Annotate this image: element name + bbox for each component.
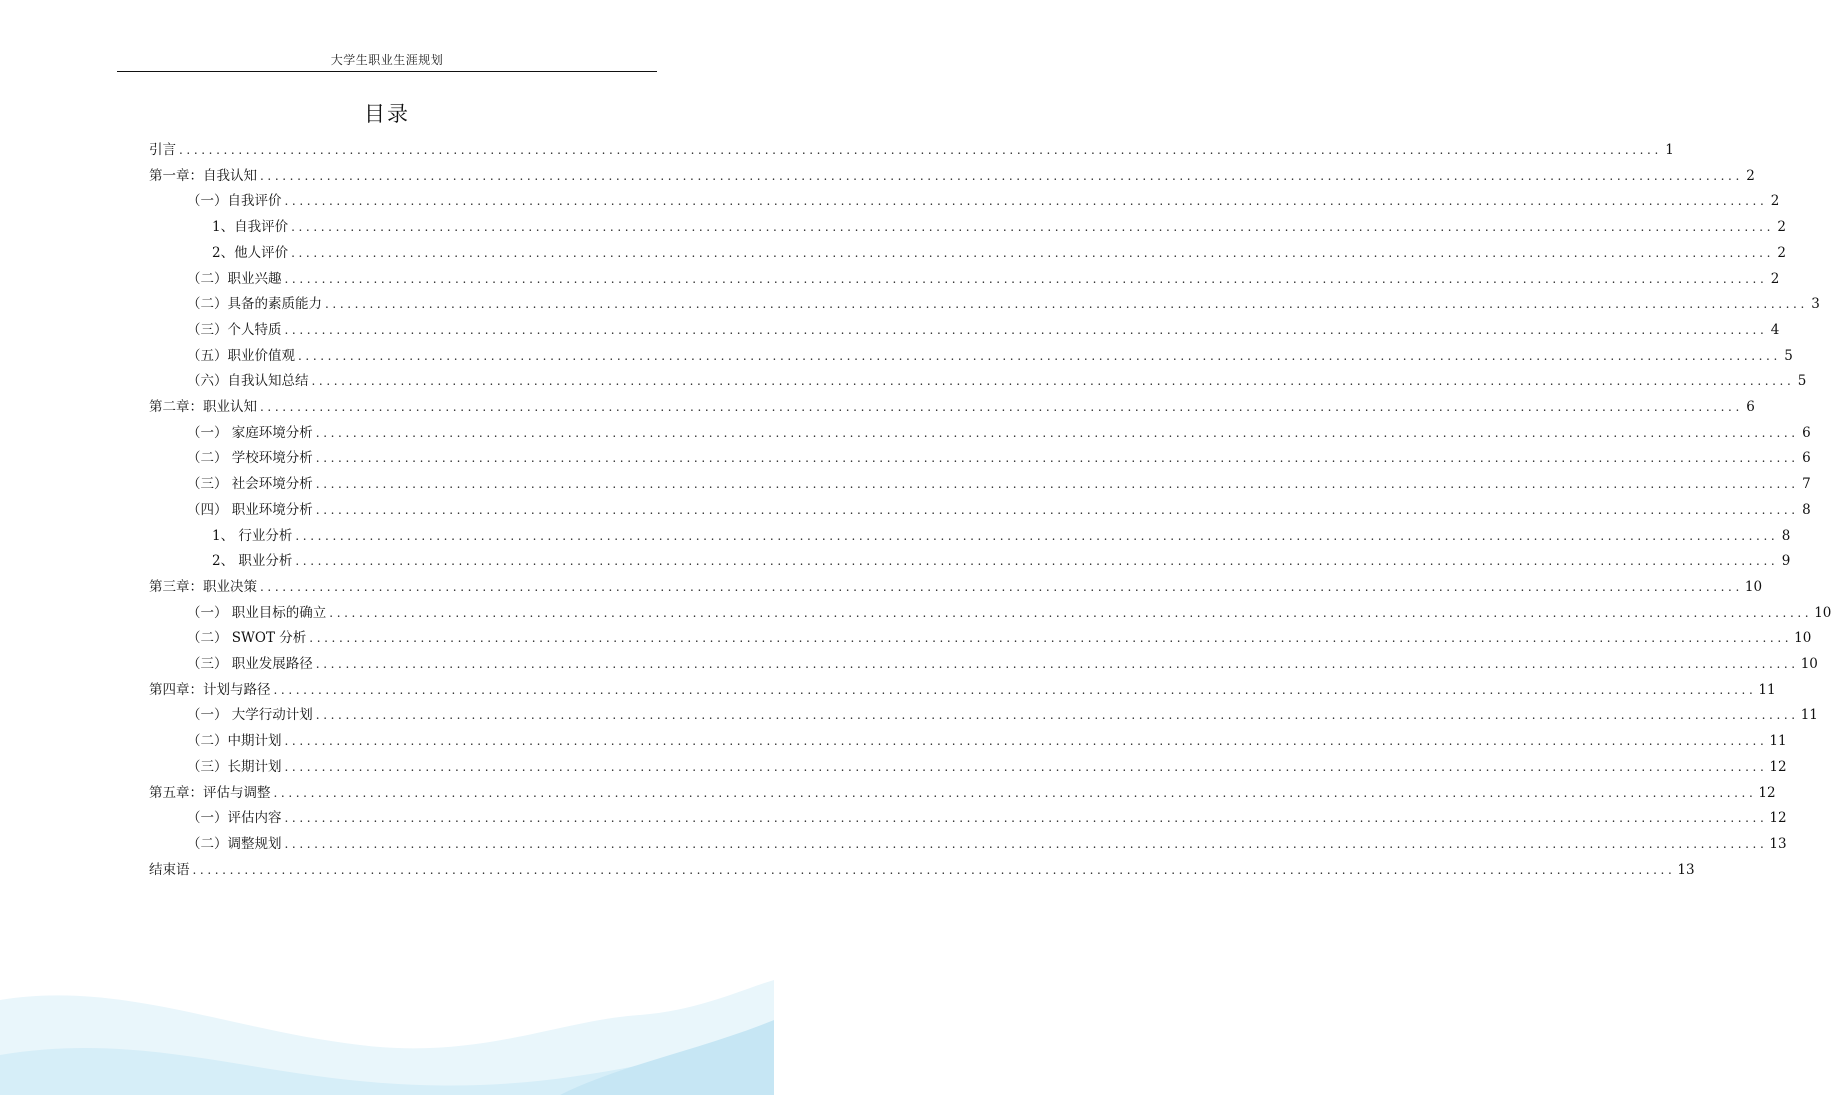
toc-entry-label: （一）评估内容 [187, 810, 282, 827]
toc-entry-label: 第五章：评估与调整 [149, 784, 271, 801]
decorative-wave-background [0, 960, 774, 1095]
toc-entry[interactable] [187, 292, 1820, 316]
toc-entry-page-number: 2 [1770, 193, 1780, 210]
toc-entry-page-number: 8 [1802, 501, 1811, 518]
running-header-title: 大学生职业生涯规划 [330, 53, 444, 67]
toc-entry-label: 第二章：职业认知 [149, 399, 257, 415]
toc-leader-dots: ........................................................................................................................................................................................................ [315, 708, 1799, 723]
toc-entry-label: （三）长期计划 [187, 758, 282, 775]
toc-entry-page-number: 5 [1784, 347, 1793, 364]
toc-entry[interactable] [187, 703, 1818, 727]
toc-entry-label: （一） 家庭环境分析 [187, 424, 313, 441]
toc-entry-page-number: 1 [1665, 142, 1674, 158]
toc-entry[interactable] [149, 164, 1755, 188]
toc-leader-dots: ........................................................................................................................................................................................................ [309, 631, 1793, 646]
toc-entry-label: 2、他人评价 [212, 244, 289, 261]
toc-entry[interactable] [187, 729, 1787, 753]
toc-entry-label: （六）自我认知总结 [187, 373, 309, 390]
toc-entry-page-number: 6 [1802, 424, 1811, 441]
toc-leader-dots: ........................................................................................................................................................................................................ [311, 374, 1795, 389]
toc-leader-dots: ........................................................................................................................................................................................................ [295, 528, 1779, 543]
toc-entry[interactable] [187, 421, 1811, 445]
toc-entry-page-number: 11 [1800, 707, 1818, 724]
toc-entry-label: 1、 行业分析 [212, 527, 293, 544]
toc-entry[interactable] [212, 215, 1786, 239]
toc-entry-label: 第四章：计划与路径 [149, 681, 271, 698]
toc-leader-dots: ........................................................................................................................................................................................................ [284, 322, 1768, 337]
toc-entry[interactable] [187, 344, 1793, 368]
toc-leader-dots: ........................................................................................................................................................................................................ [284, 194, 1768, 209]
toc-entry-page-number: 11 [1769, 733, 1787, 750]
toc-entry-page-number: 12 [1758, 784, 1776, 801]
header-rule [117, 71, 657, 72]
toc-entry[interactable] [187, 446, 1811, 470]
toc-entry-page-number: 3 [1811, 296, 1820, 313]
toc-entry-page-number: 7 [1802, 476, 1811, 493]
toc-entry[interactable] [149, 575, 1763, 599]
toc-entry[interactable] [187, 318, 1780, 342]
toc-leader-dots: ........................................................................................................................................................................................................ [260, 400, 1743, 414]
toc-leader-dots: ........................................................................................................................................................................................................ [192, 862, 1676, 877]
toc-entry[interactable] [212, 241, 1786, 265]
toc-entry-page-number: 2 [1770, 270, 1780, 287]
toc-entry[interactable] [149, 781, 1776, 805]
toc-entry-label: 引言 [149, 142, 176, 158]
toc-entry-label: （二）职业兴趣 [187, 270, 282, 287]
toc-entry-label: （一）自我评价 [187, 193, 282, 210]
toc-leader-dots: ........................................................................................................................................................................................................ [260, 579, 1743, 594]
toc-entry[interactable] [149, 678, 1776, 702]
toc-entry-page-number: 10 [1744, 578, 1763, 595]
toc-entry[interactable] [187, 472, 1811, 496]
toc-entry[interactable] [187, 369, 1807, 393]
toc-entry-label: （三） 社会环境分析 [187, 476, 313, 493]
toc-entry-page-number: 13 [1677, 861, 1695, 878]
toc-entry-label: （二）中期计划 [187, 733, 282, 750]
toc-entry-label: （二）调整规划 [187, 835, 282, 852]
toc-leader-dots: ........................................................................................................................................................................................................ [284, 759, 1768, 774]
toc-entry-page-number: 10 [1794, 630, 1812, 647]
toc-entry-page-number: 12 [1769, 810, 1787, 827]
toc-entry-page-number: 10 [1814, 604, 1831, 621]
toc-leader-dots: ........................................................................................................................................................................................................ [260, 168, 1743, 183]
toc-entry[interactable] [187, 832, 1787, 856]
toc-entry[interactable] [187, 652, 1818, 676]
toc-entry-page-number: 2 [1777, 244, 1786, 261]
toc-entry-page-number: 11 [1758, 681, 1776, 698]
toc-entry[interactable] [187, 755, 1787, 779]
toc-entry-label: （三） 职业发展路径 [187, 656, 313, 672]
toc-entry[interactable] [187, 806, 1787, 830]
toc-entry-page-number: 8 [1781, 527, 1791, 544]
toc-entry-label: （三）个人特质 [187, 321, 282, 338]
toc-entry-label: （二） SWOT 分析 [187, 630, 307, 647]
toc-entry[interactable] [212, 524, 1791, 548]
toc-entry-label: 结束语 [149, 861, 190, 878]
toc-entry[interactable] [187, 626, 1812, 650]
toc-entry-page-number: 6 [1746, 399, 1755, 415]
toc-leader-dots: ........................................................................................................................................................................................................ [291, 220, 1774, 235]
toc-entry-label: （一） 职业目标的确立 [187, 604, 327, 621]
toc-leader-dots: ........................................................................................................................................................................................................ [284, 811, 1768, 826]
toc-entry-page-number: 10 [1800, 656, 1818, 672]
toc-entry-label: 1、自我评价 [212, 219, 289, 236]
toc-entry-page-number: 13 [1769, 835, 1787, 852]
toc-entry-label: （一） 大学行动计划 [187, 707, 313, 724]
toc-entry-page-number: 4 [1770, 321, 1780, 338]
toc-entry-label: （二） 学校环境分析 [187, 450, 313, 467]
toc-leader-dots: ........................................................................................................................................................................................................ [315, 425, 1799, 440]
toc-entry[interactable] [187, 601, 1831, 625]
toc-entry[interactable] [149, 395, 1755, 419]
toc-leader-dots: ........................................................................................................................................................................................................ [284, 836, 1768, 851]
toc-leader-dots: ........................................................................................................................................................................................................ [315, 451, 1799, 466]
toc-leader-dots: ........................................................................................................................................................................................................ [291, 245, 1774, 260]
toc-entry[interactable] [187, 189, 1780, 213]
toc-entry[interactable] [149, 138, 1674, 162]
toc-entry-label: （二）具备的素质能力 [187, 296, 322, 313]
toc-entry[interactable] [149, 858, 1695, 882]
toc-entry-label: 第三章：职业决策 [149, 578, 257, 595]
toc-entry-page-number: 9 [1781, 553, 1791, 570]
toc-leader-dots: ........................................................................................................................................................................................................ [315, 657, 1799, 671]
toc-entry-page-number: 5 [1797, 373, 1807, 390]
toc-entry[interactable] [212, 549, 1791, 573]
toc-entry-label: 第一章：自我认知 [149, 167, 257, 184]
toc-title: 目录 [364, 102, 410, 126]
toc-entry-label: （四） 职业环境分析 [187, 501, 313, 518]
toc-leader-dots: ........................................................................................................................................................................................................ [295, 554, 1779, 569]
toc-entry-page-number: 2 [1777, 219, 1786, 236]
toc-leader-dots: ........................................................................................................................................................................................................ [179, 143, 1662, 157]
toc-leader-dots: ........................................................................................................................................................................................................ [315, 502, 1799, 517]
toc-leader-dots: ........................................................................................................................................................................................................ [284, 271, 1768, 286]
toc-leader-dots: ........................................................................................................................................................................................................ [284, 734, 1768, 749]
toc-entry-page-number: 6 [1802, 450, 1811, 467]
toc-entry-page-number: 2 [1746, 167, 1755, 184]
toc-entry-label: 2、 职业分析 [212, 553, 293, 570]
toc-leader-dots: ........................................................................................................................................................................................................ [273, 682, 1757, 697]
toc-leader-dots: ........................................................................................................................................................................................................ [329, 605, 1813, 620]
toc-leader-dots: ........................................................................................................................................................................................................ [273, 785, 1757, 800]
toc-leader-dots: ........................................................................................................................................................................................................ [325, 297, 1808, 312]
toc-leader-dots: ........................................................................................................................................................................................................ [315, 477, 1799, 492]
toc-entry[interactable] [187, 267, 1780, 291]
toc-entry-page-number: 12 [1769, 758, 1787, 775]
toc-leader-dots: ........................................................................................................................................................................................................ [298, 348, 1781, 363]
toc-entry[interactable] [187, 498, 1811, 522]
toc-entry-label: （五）职业价值观 [187, 347, 295, 364]
